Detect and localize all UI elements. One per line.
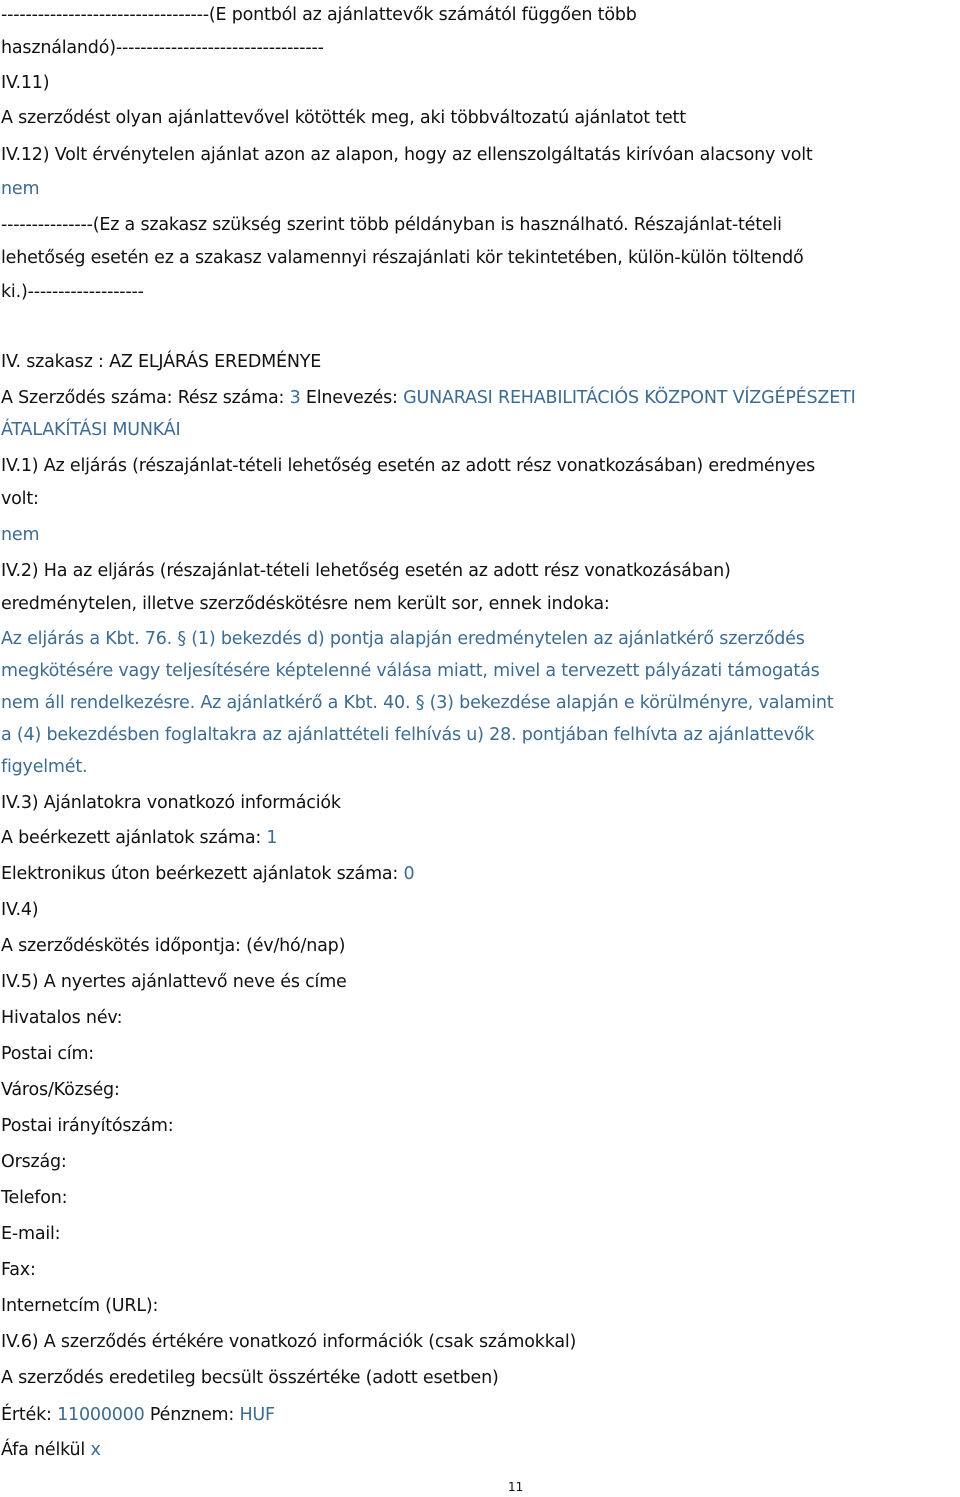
contract-prefix: A Szerződés száma: Rész száma: — [1, 388, 290, 408]
page-number: 11 — [508, 1480, 524, 1494]
contract-line — [1, 386, 856, 410]
vat-label: Áfa nélkül — [1, 1440, 91, 1460]
received-offers — [1, 826, 277, 850]
iv2-reason: figyelmét. — [1, 757, 88, 777]
iv2-reason: nem áll rendelkezésre. Az ajánlatkérő a Kbt. 40. § (3) bekezdése alapján e körülményre, valamint — [1, 693, 834, 713]
contract-name-cont: ÁTALAKÍTÁSI MUNKÁI — [1, 420, 181, 440]
fax-label: Fax: — [1, 1260, 36, 1280]
section-note-line: lehetőség esetén ez a szakasz valamennyi részajánlati kör tekintetében, külön-külön töltendő — [1, 248, 804, 268]
country-label: Ország: — [1, 1152, 67, 1172]
phone-label: Telefon: — [1, 1188, 68, 1208]
currency-value: HUF — [239, 1405, 275, 1425]
iv12-value: nem — [1, 179, 40, 199]
url-label: Internetcím (URL): — [1, 1296, 159, 1316]
iv2-reason: megkötésére vagy teljesítésére képtelenné válása miatt, mivel a tervezett pályázati támogatás — [1, 661, 820, 681]
estimated-value-label: A szerződés eredetileg becsült összértéke (adott esetben) — [1, 1368, 499, 1388]
iv5-title: IV.5) A nyertes ajánlattevő neve és címe — [1, 972, 347, 992]
iv3-title: IV.3) Ajánlatokra vonatkozó információk — [1, 793, 341, 813]
separator-line: használandó)---------------------------------- — [1, 38, 324, 58]
iv2-text: IV.2) Ha az eljárás (részajánlat-tételi lehetőség esetén az adott rész vonatkozásában) — [1, 561, 731, 581]
iv2-reason: Az eljárás a Kbt. 76. § (1) bekezdés d) pontja alapján eredménytelen az ajánlatkérő szerződés — [1, 629, 805, 649]
currency-label: Pénznem: — [144, 1405, 240, 1425]
iv1-text: IV.1) Az eljárás (részajánlat-tételi lehetőség esetén az adott rész vonatkozásában) eredményes — [1, 456, 816, 476]
city-label: Város/Község: — [1, 1080, 120, 1100]
iv11-text: A szerződést olyan ajánlattevővel kötötték meg, aki többváltozatú ajánlatot tett — [1, 108, 686, 128]
iv4-title: IV.4) — [1, 900, 39, 920]
iv6-title: IV.6) A szerződés értékére vonatkozó információk (csak számokkal) — [1, 1332, 577, 1352]
vat-value: x — [90, 1440, 101, 1460]
electronic-offers — [1, 862, 414, 886]
part-number: 3 — [289, 388, 301, 408]
email-label: E-mail: — [1, 1224, 61, 1244]
section-note-line: ki.)------------------- — [1, 282, 144, 302]
contract-name-label: Elnevezés: — [300, 388, 404, 408]
value-label: Érték: — [1, 1405, 58, 1425]
section-note-line: ---------------(Ez a szakasz szükség szerint több példányban is használható. Részajánlat-tételi — [1, 215, 782, 235]
contract-value: 11000000 — [57, 1405, 145, 1425]
iv2-reason: a (4) bekezdésben foglaltakra az ajánlattételi felhívás u) 28. pontjában felhívta az ajánlattevők — [1, 725, 815, 745]
postcode-label: Postai irányítószám: — [1, 1116, 174, 1136]
iv1-value: nem — [1, 525, 40, 545]
iv2-text: eredménytelen, illetve szerződéskötésre nem került sor, ennek indoka: — [1, 594, 610, 614]
received-offers-value: 1 — [266, 828, 278, 848]
contract-name: GUNARASI REHABILITÁCIÓS KÖZPONT VÍZGÉPÉSZETI — [403, 388, 856, 408]
iv12-text: IV.12) Volt érvénytelen ajánlat azon az alapon, hogy az ellenszolgáltatás kirívóan alacsony volt — [1, 145, 813, 165]
iv11-label: IV.11) — [1, 73, 50, 93]
value-line — [1, 1403, 275, 1427]
postal-address-label: Postai cím: — [1, 1044, 94, 1064]
received-offers-label: A beérkezett ajánlatok száma: — [1, 828, 267, 848]
electronic-offers-value: 0 — [403, 864, 415, 884]
separator-line: ----------------------------------(E pontból az ajánlattevők számától függően több — [1, 5, 637, 25]
electronic-offers-label: Elektronikus úton beérkezett ajánlatok száma: — [1, 864, 404, 884]
iv4-text: A szerződéskötés időpontja: (év/hó/nap) — [1, 936, 346, 956]
official-name-label: Hivatalos név: — [1, 1008, 123, 1028]
iv1-text: volt: — [1, 489, 39, 509]
section-title: IV. szakasz : AZ ELJÁRÁS EREDMÉNYE — [1, 352, 322, 372]
vat-line — [1, 1438, 101, 1462]
